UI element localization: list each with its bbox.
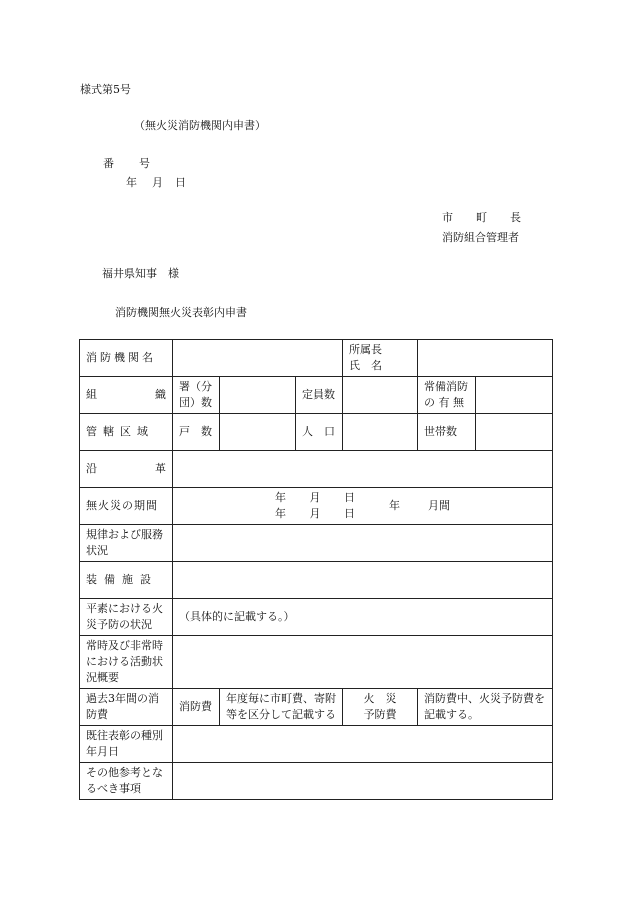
prevention-value[interactable]: （具体的に記載する。） bbox=[173, 599, 553, 636]
number-suffix: 号 bbox=[139, 157, 150, 170]
number-label: 番 bbox=[103, 157, 114, 170]
discipline-label: 規律および服務状況 bbox=[80, 525, 173, 562]
org-name-value[interactable] bbox=[173, 340, 343, 377]
jurisdiction-label: 管轄区域 bbox=[80, 414, 173, 451]
expense-label: 過去3年間の消防費 bbox=[80, 689, 173, 726]
form-number: 様式第5号 bbox=[80, 83, 131, 96]
row-activity bbox=[80, 636, 553, 689]
mayor-char-1: 市 bbox=[442, 211, 453, 224]
union-manager: 消防組合管理者 bbox=[442, 231, 519, 244]
prevention-label: 平素における火災予防の状況 bbox=[80, 599, 173, 636]
history-value[interactable] bbox=[173, 451, 553, 488]
prevent-cost-note[interactable]: 消防費中、火災予防費を記載する。 bbox=[418, 689, 553, 726]
date-day: 日 bbox=[175, 176, 186, 189]
fire-cost-label: 消防費 bbox=[173, 689, 220, 726]
row-prevention bbox=[80, 599, 553, 636]
staff-count-label: 定員数 bbox=[296, 377, 343, 414]
document-title: 消防機関無火災表彰内申書 bbox=[115, 306, 247, 319]
population-value[interactable] bbox=[343, 414, 418, 451]
row-org-name bbox=[80, 340, 553, 377]
branch-count-label: 署（分 団）数 bbox=[173, 377, 220, 414]
other-label: その他参考となるべき事項 bbox=[80, 763, 173, 800]
chief-name-label: 所属長 氏 名 bbox=[343, 340, 418, 377]
families-label: 世帯数 bbox=[418, 414, 476, 451]
mayor-char-3: 長 bbox=[510, 211, 521, 224]
staff-count-value[interactable] bbox=[343, 377, 418, 414]
application-form-table bbox=[79, 339, 553, 800]
org-name-label: 消防機関名 bbox=[80, 340, 173, 377]
discipline-value[interactable] bbox=[173, 525, 553, 562]
row-expenses bbox=[80, 689, 553, 726]
row-past-awards bbox=[80, 726, 553, 763]
families-value[interactable] bbox=[476, 414, 553, 451]
row-jurisdiction bbox=[80, 414, 553, 451]
equipment-label: 装備施設 bbox=[80, 562, 173, 599]
date-month: 月 bbox=[152, 176, 163, 189]
prevent-cost-label: 火 災 予防費 bbox=[343, 689, 418, 726]
branch-count-value[interactable] bbox=[220, 377, 296, 414]
history-label: 沿 革 bbox=[80, 451, 173, 488]
organization-label: 組 織 bbox=[80, 377, 173, 414]
period-label: 無火災の期間 bbox=[80, 488, 173, 525]
addressee: 福井県知事 様 bbox=[102, 267, 179, 280]
document-kind: （無火災消防機関内申書） bbox=[134, 119, 266, 132]
row-discipline bbox=[80, 525, 553, 562]
standing-fire-value[interactable] bbox=[476, 377, 553, 414]
activity-value[interactable] bbox=[173, 636, 553, 689]
activity-label: 常時及び非常時における活動状況概要 bbox=[80, 636, 173, 689]
households-label: 戸 数 bbox=[173, 414, 220, 451]
population-label: 人 口 bbox=[296, 414, 343, 451]
past-award-value[interactable] bbox=[173, 726, 553, 763]
row-equipment bbox=[80, 562, 553, 599]
period-value[interactable]: 年 月 日 年 月 日 年 月間 bbox=[173, 488, 553, 525]
past-award-label: 既往表彰の種別年月日 bbox=[80, 726, 173, 763]
chief-name-value[interactable] bbox=[418, 340, 553, 377]
other-value[interactable] bbox=[173, 763, 553, 800]
row-history bbox=[80, 451, 553, 488]
households-value[interactable] bbox=[220, 414, 296, 451]
fire-cost-note[interactable]: 年度毎に市町費、寄附等を区分して記載する bbox=[220, 689, 343, 726]
mayor-char-2: 町 bbox=[476, 211, 487, 224]
row-fire-free-period bbox=[80, 488, 553, 525]
date-year: 年 bbox=[126, 176, 137, 189]
standing-fire-label: 常備消防 の 有 無 bbox=[418, 377, 476, 414]
equipment-value[interactable] bbox=[173, 562, 553, 599]
row-other bbox=[80, 763, 553, 800]
row-organization bbox=[80, 377, 553, 414]
